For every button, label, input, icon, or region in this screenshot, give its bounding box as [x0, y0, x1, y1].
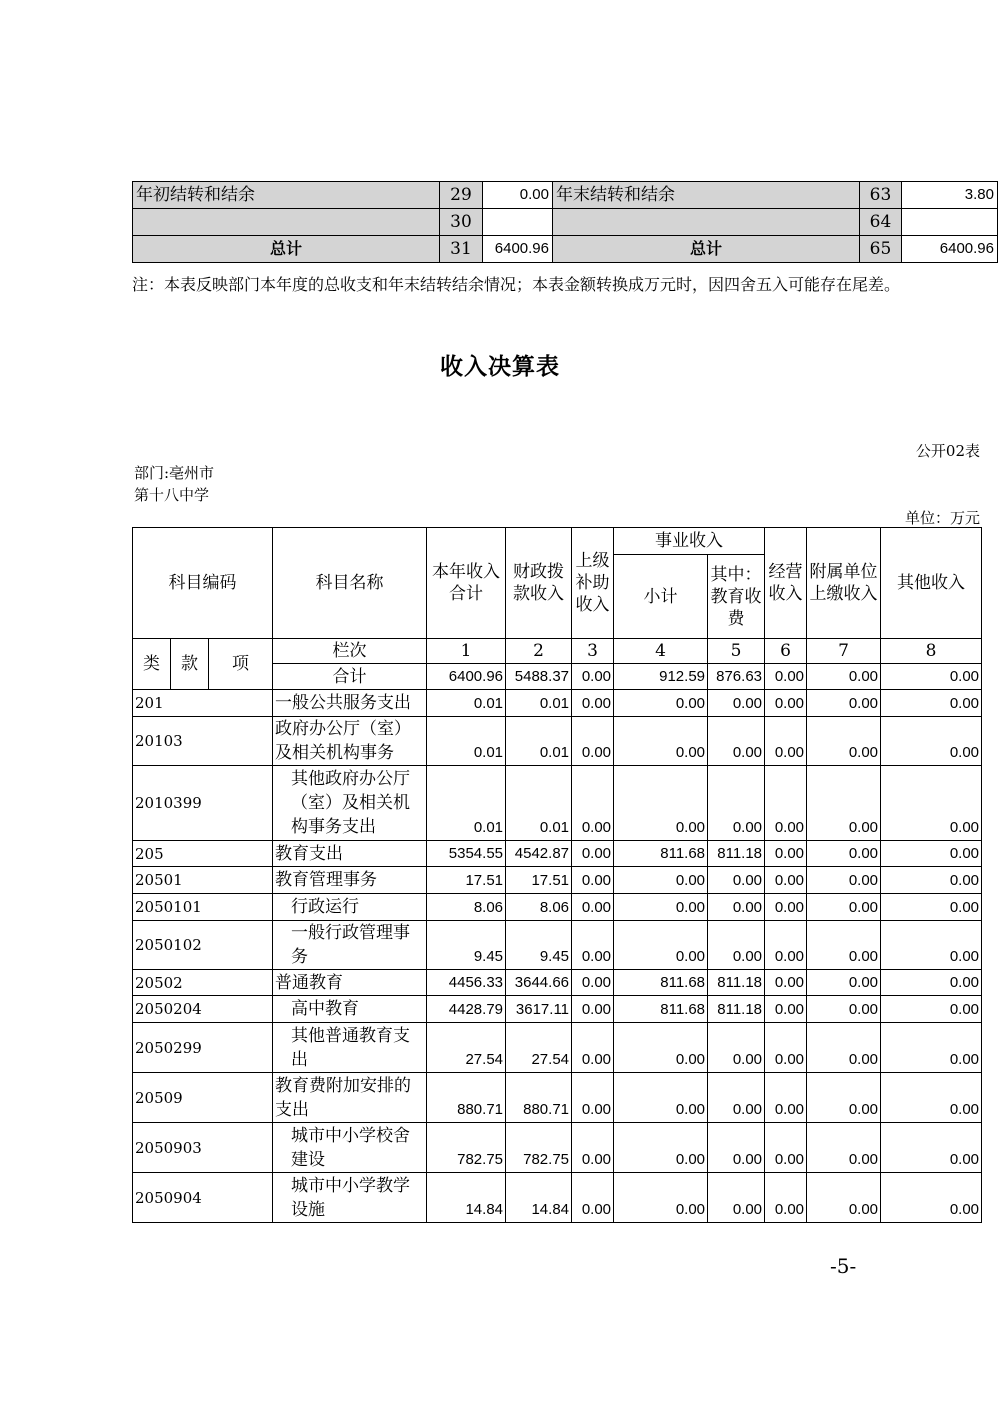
amount-cell: 0.00	[614, 717, 708, 766]
amount-cell: 9.45	[427, 921, 506, 970]
amount-cell: 0.00	[708, 867, 765, 894]
amount-cell: 0.00	[708, 766, 765, 841]
amount-cell: 0.00	[807, 1073, 881, 1123]
amount-cell: 0.01	[427, 766, 506, 841]
subject-code: 2050299	[133, 1023, 273, 1073]
table-row	[133, 970, 982, 996]
amount-cell: 0.00	[807, 1023, 881, 1073]
table-row	[133, 996, 982, 1023]
header-kuan: 款	[171, 639, 209, 690]
amount-cell: 0.00	[765, 1123, 807, 1173]
department-label: 部门:亳州市第十八中学	[134, 464, 215, 504]
table-row	[133, 921, 982, 970]
amount-cell: 811.18	[708, 970, 765, 996]
amount-cell: 0.01	[506, 717, 572, 766]
total-value: 0.00	[765, 664, 807, 690]
header-name: 科目名称	[273, 528, 427, 639]
amount-cell: 0.00	[765, 841, 807, 867]
summary-left-label: 总计	[133, 236, 440, 263]
amount-cell: 0.00	[572, 717, 614, 766]
amount-cell: 0.00	[572, 1073, 614, 1123]
summary-right-value: 3.80	[902, 182, 998, 209]
amount-cell: 8.06	[427, 894, 506, 921]
amount-cell: 4428.79	[427, 996, 506, 1023]
subject-name: 一般公共服务支出	[273, 690, 427, 717]
amount-cell: 3644.66	[506, 970, 572, 996]
amount-cell: 0.00	[881, 1073, 982, 1123]
amount-cell: 782.75	[506, 1123, 572, 1173]
summary-right-line: 65	[860, 236, 902, 263]
amount-cell: 0.01	[427, 690, 506, 717]
table-row	[133, 766, 982, 841]
amount-cell: 4456.33	[427, 970, 506, 996]
amount-cell: 0.00	[708, 1073, 765, 1123]
amount-cell: 0.00	[807, 841, 881, 867]
amount-cell: 0.00	[881, 894, 982, 921]
amount-cell: 0.00	[614, 1123, 708, 1173]
subject-code: 205	[133, 841, 273, 867]
amount-cell: 0.00	[708, 1123, 765, 1173]
amount-cell: 0.00	[614, 1173, 708, 1223]
amount-cell: 0.01	[506, 690, 572, 717]
table-row	[133, 690, 982, 717]
amount-cell: 27.54	[506, 1023, 572, 1073]
amount-cell: 0.00	[881, 996, 982, 1023]
summary-row	[133, 182, 998, 209]
total-value: 0.00	[572, 664, 614, 690]
amount-cell: 0.00	[708, 894, 765, 921]
amount-cell: 0.00	[614, 867, 708, 894]
amount-cell: 0.00	[708, 690, 765, 717]
amount-cell: 0.00	[881, 766, 982, 841]
page-title: 收入决算表	[440, 354, 560, 380]
amount-cell: 0.00	[807, 1173, 881, 1223]
header-fiscal: 财政拨款收入	[506, 528, 572, 639]
subject-code: 2050204	[133, 996, 273, 1023]
subject-name: 一般行政管理事务	[273, 921, 427, 970]
amount-cell: 0.00	[807, 1123, 881, 1173]
subject-code: 2010399	[133, 766, 273, 841]
amount-cell: 0.00	[881, 1123, 982, 1173]
table-row	[133, 1073, 982, 1123]
summary-row	[133, 236, 998, 263]
amount-cell: 0.00	[807, 690, 881, 717]
amount-cell: 0.00	[881, 1023, 982, 1073]
amount-cell: 0.00	[765, 921, 807, 970]
amount-cell: 0.00	[881, 970, 982, 996]
amount-cell: 0.00	[807, 766, 881, 841]
summary-left-line: 31	[440, 236, 483, 263]
amount-cell: 811.68	[614, 970, 708, 996]
table-note: 注：本表反映部门本年度的总收支和年末结转结余情况；本表金额转换成万元时，因四舍五入可能存在尾差。	[132, 275, 901, 294]
amount-cell: 0.00	[881, 841, 982, 867]
subject-name: 普通教育	[273, 970, 427, 996]
table-row	[133, 1173, 982, 1223]
header-lanci: 栏次	[273, 639, 427, 664]
summary-right-value: 6400.96	[902, 236, 998, 263]
summary-right-label: 总计	[553, 236, 860, 263]
amount-cell: 0.00	[572, 867, 614, 894]
amount-cell: 0.00	[614, 1023, 708, 1073]
summary-left-value: 0.00	[483, 182, 553, 209]
amount-cell: 0.00	[765, 766, 807, 841]
total-value: 912.59	[614, 664, 708, 690]
subject-code: 20501	[133, 867, 273, 894]
header-superior: 上级补助收入	[572, 528, 614, 639]
amount-cell: 811.68	[614, 996, 708, 1023]
summary-left-label: 年初结转和结余	[133, 182, 440, 209]
summary-table	[132, 181, 998, 263]
amount-cell: 0.00	[572, 690, 614, 717]
subject-name: 教育费附加安排的支出	[273, 1073, 427, 1123]
header-edu-fee: 其中：教育收费	[708, 555, 765, 639]
table-code: 公开02表	[915, 442, 980, 460]
total-value: 0.00	[881, 664, 982, 690]
total-row-label: 合计	[273, 664, 427, 690]
amount-cell: 17.51	[427, 867, 506, 894]
col-number: 1	[427, 639, 506, 664]
amount-cell: 0.00	[765, 690, 807, 717]
table-row	[133, 867, 982, 894]
subject-name: 行政运行	[273, 894, 427, 921]
amount-cell: 0.00	[881, 921, 982, 970]
amount-cell: 8.06	[506, 894, 572, 921]
summary-left-line: 29	[440, 182, 483, 209]
amount-cell: 0.00	[572, 841, 614, 867]
amount-cell: 0.00	[881, 867, 982, 894]
summary-right-label: 年末结转和结余	[553, 182, 860, 209]
amount-cell: 0.00	[765, 970, 807, 996]
summary-left-line: 30	[440, 209, 483, 236]
amount-cell: 0.00	[572, 996, 614, 1023]
header-other: 其他收入	[881, 528, 982, 639]
subject-code: 20509	[133, 1073, 273, 1123]
col-number: 5	[708, 639, 765, 664]
table-row	[133, 1123, 982, 1173]
table-row	[133, 894, 982, 921]
amount-cell: 0.00	[708, 717, 765, 766]
amount-cell: 0.00	[881, 717, 982, 766]
amount-cell: 0.00	[881, 1173, 982, 1223]
amount-cell: 0.00	[807, 894, 881, 921]
header-business: 事业收入	[614, 528, 765, 555]
col-number: 2	[506, 639, 572, 664]
amount-cell: 880.71	[506, 1073, 572, 1123]
amount-cell: 27.54	[427, 1023, 506, 1073]
table-row	[133, 717, 982, 766]
table-row	[133, 841, 982, 867]
amount-cell: 0.00	[765, 996, 807, 1023]
header-xiang: 项	[209, 639, 273, 690]
amount-cell: 0.00	[765, 1173, 807, 1223]
subject-name: 高中教育	[273, 996, 427, 1023]
subject-code: 2050101	[133, 894, 273, 921]
summary-row	[133, 209, 998, 236]
amount-cell: 0.00	[572, 1023, 614, 1073]
summary-right-label	[553, 209, 860, 236]
col-number: 4	[614, 639, 708, 664]
amount-cell: 0.00	[572, 970, 614, 996]
amount-cell: 0.00	[765, 867, 807, 894]
amount-cell: 0.00	[881, 690, 982, 717]
amount-cell: 0.00	[807, 996, 881, 1023]
amount-cell: 0.00	[807, 921, 881, 970]
amount-cell: 0.00	[614, 690, 708, 717]
subject-code: 20502	[133, 970, 273, 996]
amount-cell: 3617.11	[506, 996, 572, 1023]
subject-code: 20103	[133, 717, 273, 766]
amount-cell: 880.71	[427, 1073, 506, 1123]
subject-code: 201	[133, 690, 273, 717]
header-subtotal: 小计	[614, 555, 708, 639]
amount-cell: 0.00	[572, 1123, 614, 1173]
amount-cell: 0.00	[708, 1023, 765, 1073]
page-number: -5-	[830, 1254, 857, 1278]
amount-cell: 9.45	[506, 921, 572, 970]
subject-code: 2050102	[133, 921, 273, 970]
amount-cell: 0.00	[572, 766, 614, 841]
amount-cell: 0.00	[572, 894, 614, 921]
summary-right-line: 63	[860, 182, 902, 209]
amount-cell: 782.75	[427, 1123, 506, 1173]
col-number: 8	[881, 639, 982, 664]
summary-left-label	[133, 209, 440, 236]
amount-cell: 0.00	[807, 970, 881, 996]
amount-cell: 0.00	[807, 867, 881, 894]
col-number: 3	[572, 639, 614, 664]
amount-cell: 0.00	[807, 717, 881, 766]
amount-cell: 0.00	[614, 766, 708, 841]
amount-cell: 0.00	[765, 1073, 807, 1123]
col-number: 6	[765, 639, 807, 664]
amount-cell: 811.18	[708, 841, 765, 867]
subject-name: 城市中小学校舍建设	[273, 1123, 427, 1173]
header-operating: 经营收入	[765, 528, 807, 639]
amount-cell: 17.51	[506, 867, 572, 894]
subject-name: 其他政府办公厅（室）及相关机构事务支出	[273, 766, 427, 841]
header-affiliated: 附属单位上缴收入	[807, 528, 881, 639]
amount-cell: 0.00	[708, 921, 765, 970]
table-row	[133, 1023, 982, 1073]
total-value: 0.00	[807, 664, 881, 690]
summary-right-line: 64	[860, 209, 902, 236]
summary-right-value	[902, 209, 998, 236]
amount-cell: 14.84	[506, 1173, 572, 1223]
header-code: 科目编码	[133, 528, 273, 639]
amount-cell: 4542.87	[506, 841, 572, 867]
income-table	[132, 527, 982, 1223]
amount-cell: 0.00	[572, 1173, 614, 1223]
amount-cell: 0.01	[427, 717, 506, 766]
amount-cell: 0.00	[614, 921, 708, 970]
amount-cell: 811.68	[614, 841, 708, 867]
subject-code: 2050904	[133, 1173, 273, 1223]
subject-code: 2050903	[133, 1123, 273, 1173]
subject-name: 教育支出	[273, 841, 427, 867]
total-value: 5488.37	[506, 664, 572, 690]
total-value: 6400.96	[427, 664, 506, 690]
amount-cell: 14.84	[427, 1173, 506, 1223]
amount-cell: 0.00	[765, 717, 807, 766]
amount-cell: 0.00	[765, 1023, 807, 1073]
amount-cell: 0.00	[708, 1173, 765, 1223]
subject-name: 政府办公厅（室）及相关机构事务	[273, 717, 427, 766]
subject-name: 其他普通教育支出	[273, 1023, 427, 1073]
amount-cell: 0.00	[765, 894, 807, 921]
amount-cell: 5354.55	[427, 841, 506, 867]
total-value: 876.63	[708, 664, 765, 690]
subject-name: 城市中小学教学设施	[273, 1173, 427, 1223]
col-number: 7	[807, 639, 881, 664]
amount-cell: 0.00	[572, 921, 614, 970]
header-lei: 类	[133, 639, 171, 690]
summary-left-value	[483, 209, 553, 236]
amount-cell: 0.01	[506, 766, 572, 841]
unit-label: 单位：万元	[904, 509, 980, 527]
subject-name: 教育管理事务	[273, 867, 427, 894]
header-total: 本年收入合计	[427, 528, 506, 639]
amount-cell: 0.00	[614, 1073, 708, 1123]
amount-cell: 0.00	[614, 894, 708, 921]
amount-cell: 811.18	[708, 996, 765, 1023]
summary-left-value: 6400.96	[483, 236, 553, 263]
